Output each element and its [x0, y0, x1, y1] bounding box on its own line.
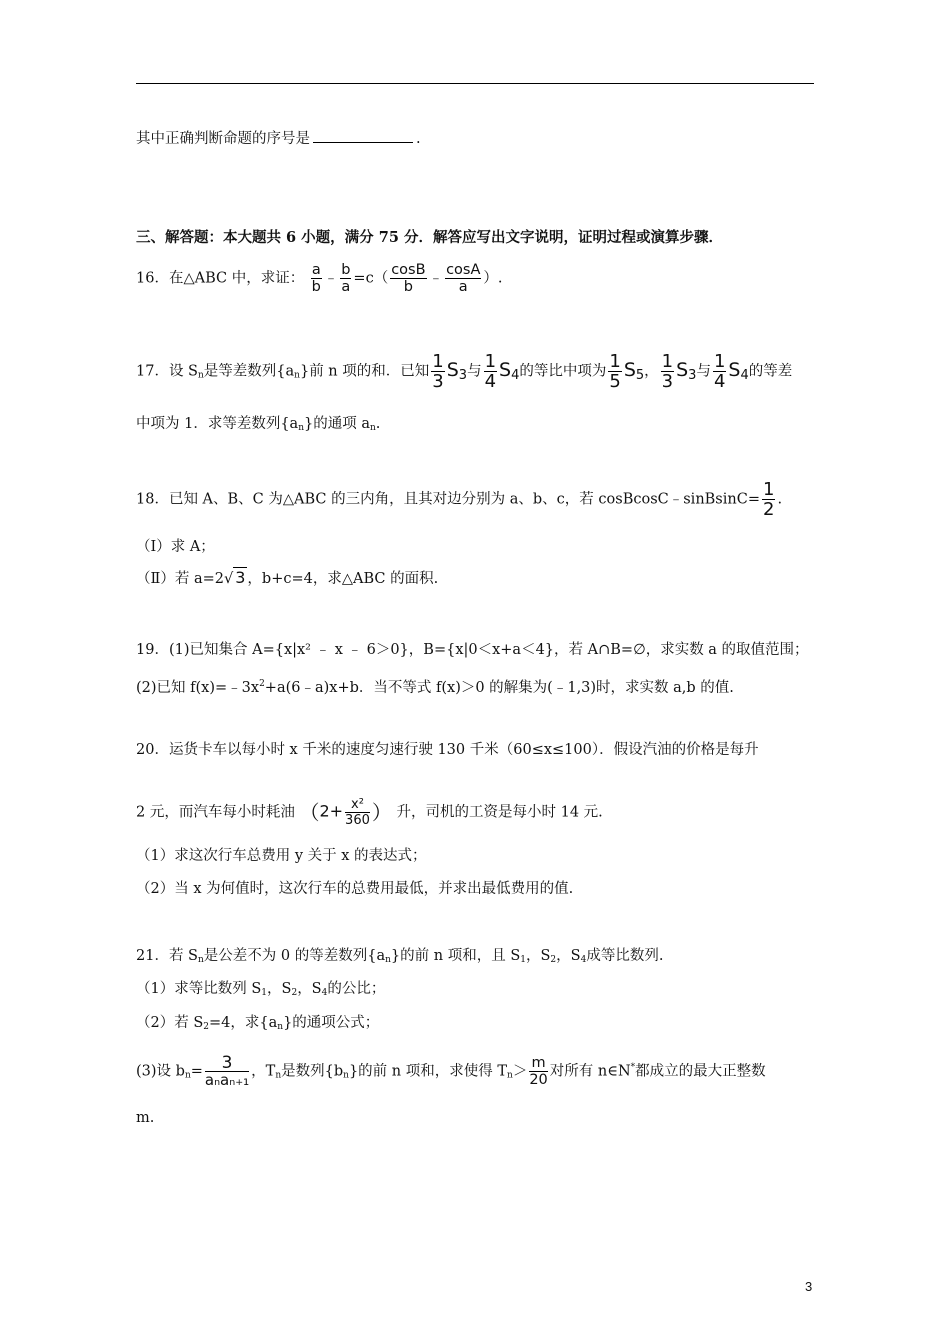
- section-heading: 三、解答题：本大题共 6 小题，满分 75 分．解答应写出文字说明，证明过程或演算步骤．: [136, 229, 723, 246]
- fraction: $\frac{1}{4}$: [484, 351, 497, 392]
- question-16: 16．在△ABC 中，求证： $\frac{a}{b}$ ﹣ $\frac{b}{a}$ =c（ $\frac{\cos B}{b}$ ﹣ $\frac{\cos A}{a}$ ）.: [136, 262, 503, 295]
- header-rule: [136, 83, 814, 84]
- fraction: $\frac{1}{2}$: [762, 479, 775, 520]
- sqrt-symbol: √ 3: [223, 568, 246, 587]
- question-21-line-1: 21．若 $S_n$是公差不为 0 的等差数列$\{a_n\}$的前 n 项和，且 $S_1$，$S_2$，$S_4$成等比数列.: [136, 948, 664, 965]
- fraction: $\frac{\cos A}{a}$: [446, 262, 481, 295]
- intro-line: 其中正确判断命题的序号是 .: [136, 128, 421, 149]
- fraction: $\frac{3}{\text{aₙaₙ₊₁}}$: [204, 1053, 250, 1089]
- fraction: $\frac{1}{3}$: [661, 351, 674, 392]
- page-number: 3: [805, 1279, 813, 1294]
- question-21-part-1: （1）求等比数列 $S_1$，$S_2$，$S_4$的公比；: [136, 981, 386, 998]
- fraction: $\frac{\text{x²}}{360}$: [345, 797, 370, 828]
- fraction: $\frac{a}{b}$: [311, 262, 321, 295]
- fraction: $\frac{1}{5}$: [609, 351, 621, 392]
- question-17-line-1: 17．设 $S_n$是等差数列$\{a_n\}$前 n 项的和．已知 $\frac{1}{3}$ $S_3$与 $\frac{1}{4}$ $S_4$的等比中项为 $\frac{1}{5}$ $S_5$， $\frac{1}{3}$ $S_3$与 $\frac{1}{4}$ $S_4$的等差: [136, 351, 793, 392]
- question-20-part-1: （1）求这次行车总费用 y 关于 x 的表达式；: [136, 848, 427, 864]
- question-21-end: m.: [136, 1110, 155, 1126]
- fraction: $\frac{1}{3}$: [432, 351, 444, 392]
- fraction: $\frac{1}{4}$: [713, 351, 726, 392]
- fraction: $\frac{b}{a}$: [341, 262, 351, 295]
- question-19-line-2: (2)已知 $f(x)=﹣3x^2+a(6﹣a)x+b$．当不等式 f(x)＞0 的解集为(﹣1,3)时，求实数 a,b 的值.: [136, 679, 734, 696]
- question-21-part-3: (3)设 $b_n=$ $\frac{3}{\text{aₙaₙ₊₁}}$ ，$T_n$是数列$\{b_n\}$的前 n 项和，求使得 $T_n>$ $\frac{m}{20}$ 对所有 n∈N*都成立的最大正整数: [136, 1053, 766, 1089]
- question-18-part-1: （Ⅰ）求 A；: [136, 539, 215, 555]
- question-18: 18．已知 A、B、C 为△ABC 的三内角，且其对边分别为 a、b、c，若 cosBcosC﹣sinBsinC= $\frac{1}{2}$ .: [136, 479, 783, 520]
- question-19-line-1: 19．(1)已知集合 A={x|x² ﹣ x ﹣ 6＞0}，B={x|0＜x+a＜4}，若 A∩B=∅，求实数 a 的取值范围；: [136, 642, 809, 658]
- question-18-part-2: （Ⅱ）若 a=2√ 3 ，b+c=4，求△ABC 的面积.: [136, 568, 439, 587]
- question-17-line-2: 中项为 1．求等差数列$\{a_n\}$的通项 $a_n$.: [136, 416, 381, 433]
- fraction: $\frac{m}{20}$: [529, 1055, 548, 1088]
- question-20-line-2: 2 元，而汽车每小时耗油 （2+ $\frac{\text{x²}}{360}$ ） 升，司机的工资是每小时 14 元.: [136, 797, 603, 828]
- question-21-part-2: （2）若 $S_2=4$，求$\{a_n\}$的通项公式；: [136, 1015, 380, 1032]
- fraction: $\frac{\cos B}{b}$: [391, 262, 426, 295]
- question-20-part-2: （2）当 x 为何值时，这次行车的总费用最低，并求出最低费用的值.: [136, 881, 574, 897]
- question-20-line-1: 20．运货卡车以每小时 x 千米的速度匀速行驶 130 千米（60≤x≤100）．假设汽油的价格是每升: [136, 742, 759, 758]
- answer-blank: [313, 128, 413, 143]
